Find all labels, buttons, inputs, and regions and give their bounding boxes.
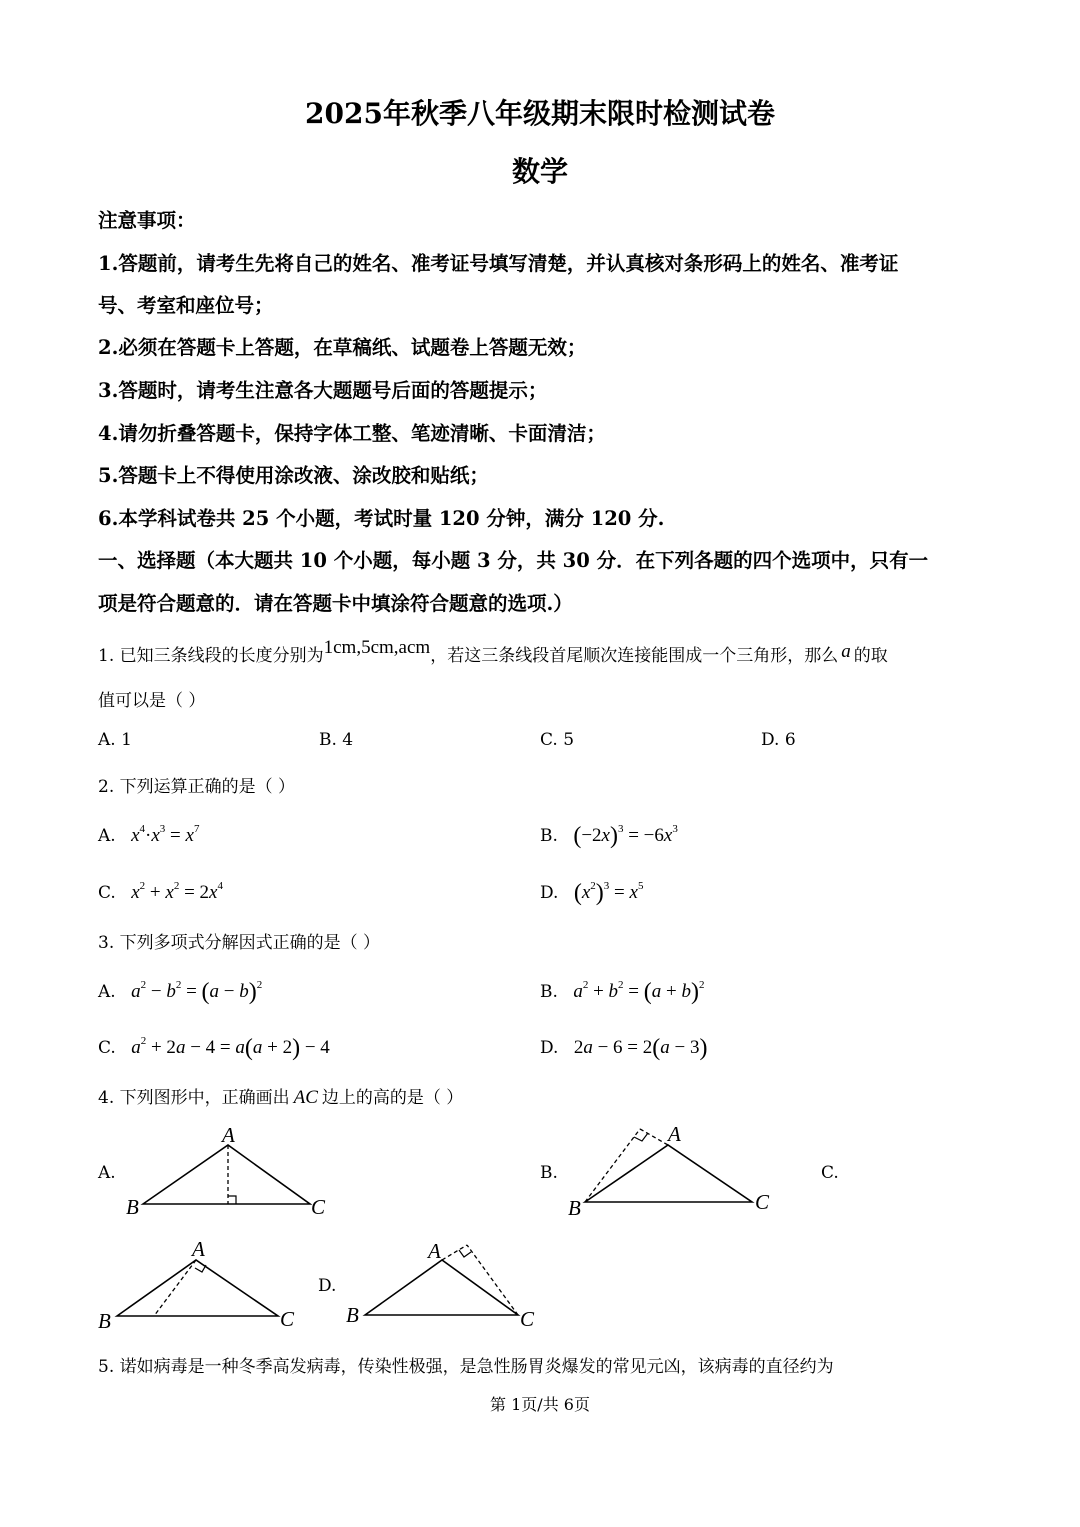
vertex-label-b: B — [346, 1303, 359, 1327]
triangle-c — [117, 1260, 278, 1316]
q4-figure-a — [118, 1118, 338, 1223]
q2-b-formula: $(-2x)^3 = -6x^3$ — [573, 823, 678, 849]
q1-lengths: 1cm,5cm,acm — [323, 637, 431, 658]
q2-option-c[interactable]: C. $x^2 + x^2 = 2x^4$ — [98, 880, 223, 903]
exam-title: 2025年秋季八年级期末限时检测试卷 — [305, 97, 775, 130]
q4-figure-b — [560, 1115, 790, 1225]
section-heading-cont: 项是符合题意的．请在答题卡中填涂符合题意的选项.） — [98, 592, 573, 615]
q1-option-b[interactable]: B. 4 — [319, 730, 354, 750]
altitude-dashed — [154, 1260, 196, 1316]
question-1-stem-cont: 值可以是（ ） — [98, 691, 206, 711]
extension-dashed — [442, 1245, 467, 1260]
triangle-d — [365, 1260, 518, 1315]
right-angle-mark — [228, 1196, 236, 1204]
vertex-label-a: A — [192, 1237, 205, 1261]
section-heading: 一、选择题（本大题共 10 个小题，每小题 3 分，共 30 分．在下列各题的四个选项中，只有一 — [98, 549, 929, 572]
exam-subject: 数学 — [511, 155, 568, 188]
page-footer: 第 1页/共 6页 — [490, 1395, 590, 1414]
question-4-stem: 4. 下列图形中，正确画出 AC 边上的高的是（ ） — [98, 1087, 464, 1108]
notice-item: 3.答题时，请考生注意各大题题号后面的答题提示； — [98, 379, 548, 402]
q4-segment: AC — [293, 1087, 318, 1108]
q1-variable: a — [841, 641, 851, 662]
vertex-label-b: B — [98, 1309, 111, 1333]
extension-dashed — [640, 1129, 668, 1145]
question-1-stem: 1. 已知三条线段的长度分别为1cm,5cm,acm，若这三条线段首尾顺次连接能围成一个三角形，那么 a 的取 — [98, 637, 888, 666]
q1-option-c[interactable]: C. 5 — [540, 730, 575, 750]
q4-option-a-label[interactable]: A. — [98, 1163, 116, 1183]
q2-d-formula: $(x^2)^3 = x^5$ — [573, 880, 644, 906]
q2-a-formula: $x^4\cdot x^3 = x^7$ — [131, 823, 200, 846]
question-3-stem: 3. 下列多项式分解因式正确的是（ ） — [98, 933, 381, 953]
notice-item: 5.答题卡上不得使用涂改液、涂改胶和贴纸； — [98, 464, 489, 487]
notice-item: 6.本学科试卷共 25 个小题，考试时量 120 分钟，满分 120 分. — [98, 507, 665, 530]
vertex-label-a: A — [222, 1123, 235, 1147]
altitude-dashed — [467, 1245, 518, 1315]
q3-option-c[interactable]: C. $a^2 + 2a - 4 = a(a + 2) - 4$ — [98, 1035, 330, 1061]
q3-d-formula: 2a − 6 = 2(a − 3) — [573, 1035, 708, 1061]
q3-option-b[interactable]: B. $a^2 + b^2 = (a + b)^2$ — [540, 979, 705, 1005]
vertex-label-a: A — [428, 1239, 441, 1263]
notice-item: 2.必须在答题卡上答题，在草稿纸、试题卷上答题无效； — [98, 336, 587, 359]
q4-option-d-label[interactable]: D. — [318, 1276, 337, 1296]
q1-option-d[interactable]: D. 6 — [761, 730, 796, 750]
q4-figure-d — [340, 1232, 560, 1337]
q1-option-a[interactable]: A. 1 — [98, 730, 132, 750]
q3-option-d[interactable]: D. 2a − 6 = 2(a − 3) — [540, 1035, 708, 1061]
vertex-label-b: B — [126, 1195, 139, 1219]
q2-c-formula: $x^2 + x^2 = 2x^4$ — [131, 880, 223, 903]
q2-option-a[interactable]: A. $x^4\cdot x^3 = x^7$ — [98, 823, 200, 846]
notice-item: 号、考室和座位号； — [98, 294, 274, 317]
q4-option-b-label[interactable]: B. — [540, 1163, 558, 1183]
q4-option-c-label[interactable]: C. — [821, 1163, 839, 1183]
vertex-label-a: A — [668, 1122, 681, 1146]
q4-figure-c — [92, 1232, 312, 1337]
vertex-label-c: C — [280, 1307, 295, 1331]
notice-item: 4.请勿折叠答题卡，保持字体工整、笔迹清晰、卡面清洁； — [98, 422, 606, 445]
q3-c-formula: $a^2 + 2a - 4 = a(a + 2) - 4$ — [131, 1035, 330, 1061]
question-5-stem: 5. 诺如病毒是一种冬季高发病毒，传染性极强，是急性肠胃炎爆发的常见元凶，该病毒的直径约为 — [98, 1357, 834, 1377]
notice-item: 1.答题前，请考生先将自己的姓名、准考证号填写清楚，并认真核对条形码上的姓名、准考证 — [98, 252, 899, 275]
vertex-label-b: B — [568, 1196, 581, 1220]
q3-option-a[interactable]: A. $a^2 - b^2 = (a - b)^2$ — [98, 979, 263, 1005]
q2-option-b[interactable]: B. $(-2x)^3 = -6x^3$ — [540, 823, 678, 849]
question-2-stem: 2. 下列运算正确的是（ ） — [98, 777, 296, 797]
q3-a-formula: $a^2 - b^2 = (a - b)^2$ — [131, 979, 263, 1005]
vertex-label-c: C — [755, 1190, 770, 1214]
right-angle-mark — [459, 1250, 471, 1257]
vertex-label-c: C — [311, 1195, 326, 1219]
altitude-dashed — [585, 1129, 640, 1202]
vertex-label-c: C — [520, 1307, 535, 1331]
notice-heading: 注意事项： — [98, 209, 196, 232]
q2-option-d[interactable]: D. $(x^2)^3 = x^5$ — [540, 880, 644, 906]
q3-b-formula: $a^2 + b^2 = (a + b)^2$ — [573, 979, 705, 1005]
triangle-a — [143, 1145, 310, 1204]
triangle-b — [585, 1145, 752, 1202]
